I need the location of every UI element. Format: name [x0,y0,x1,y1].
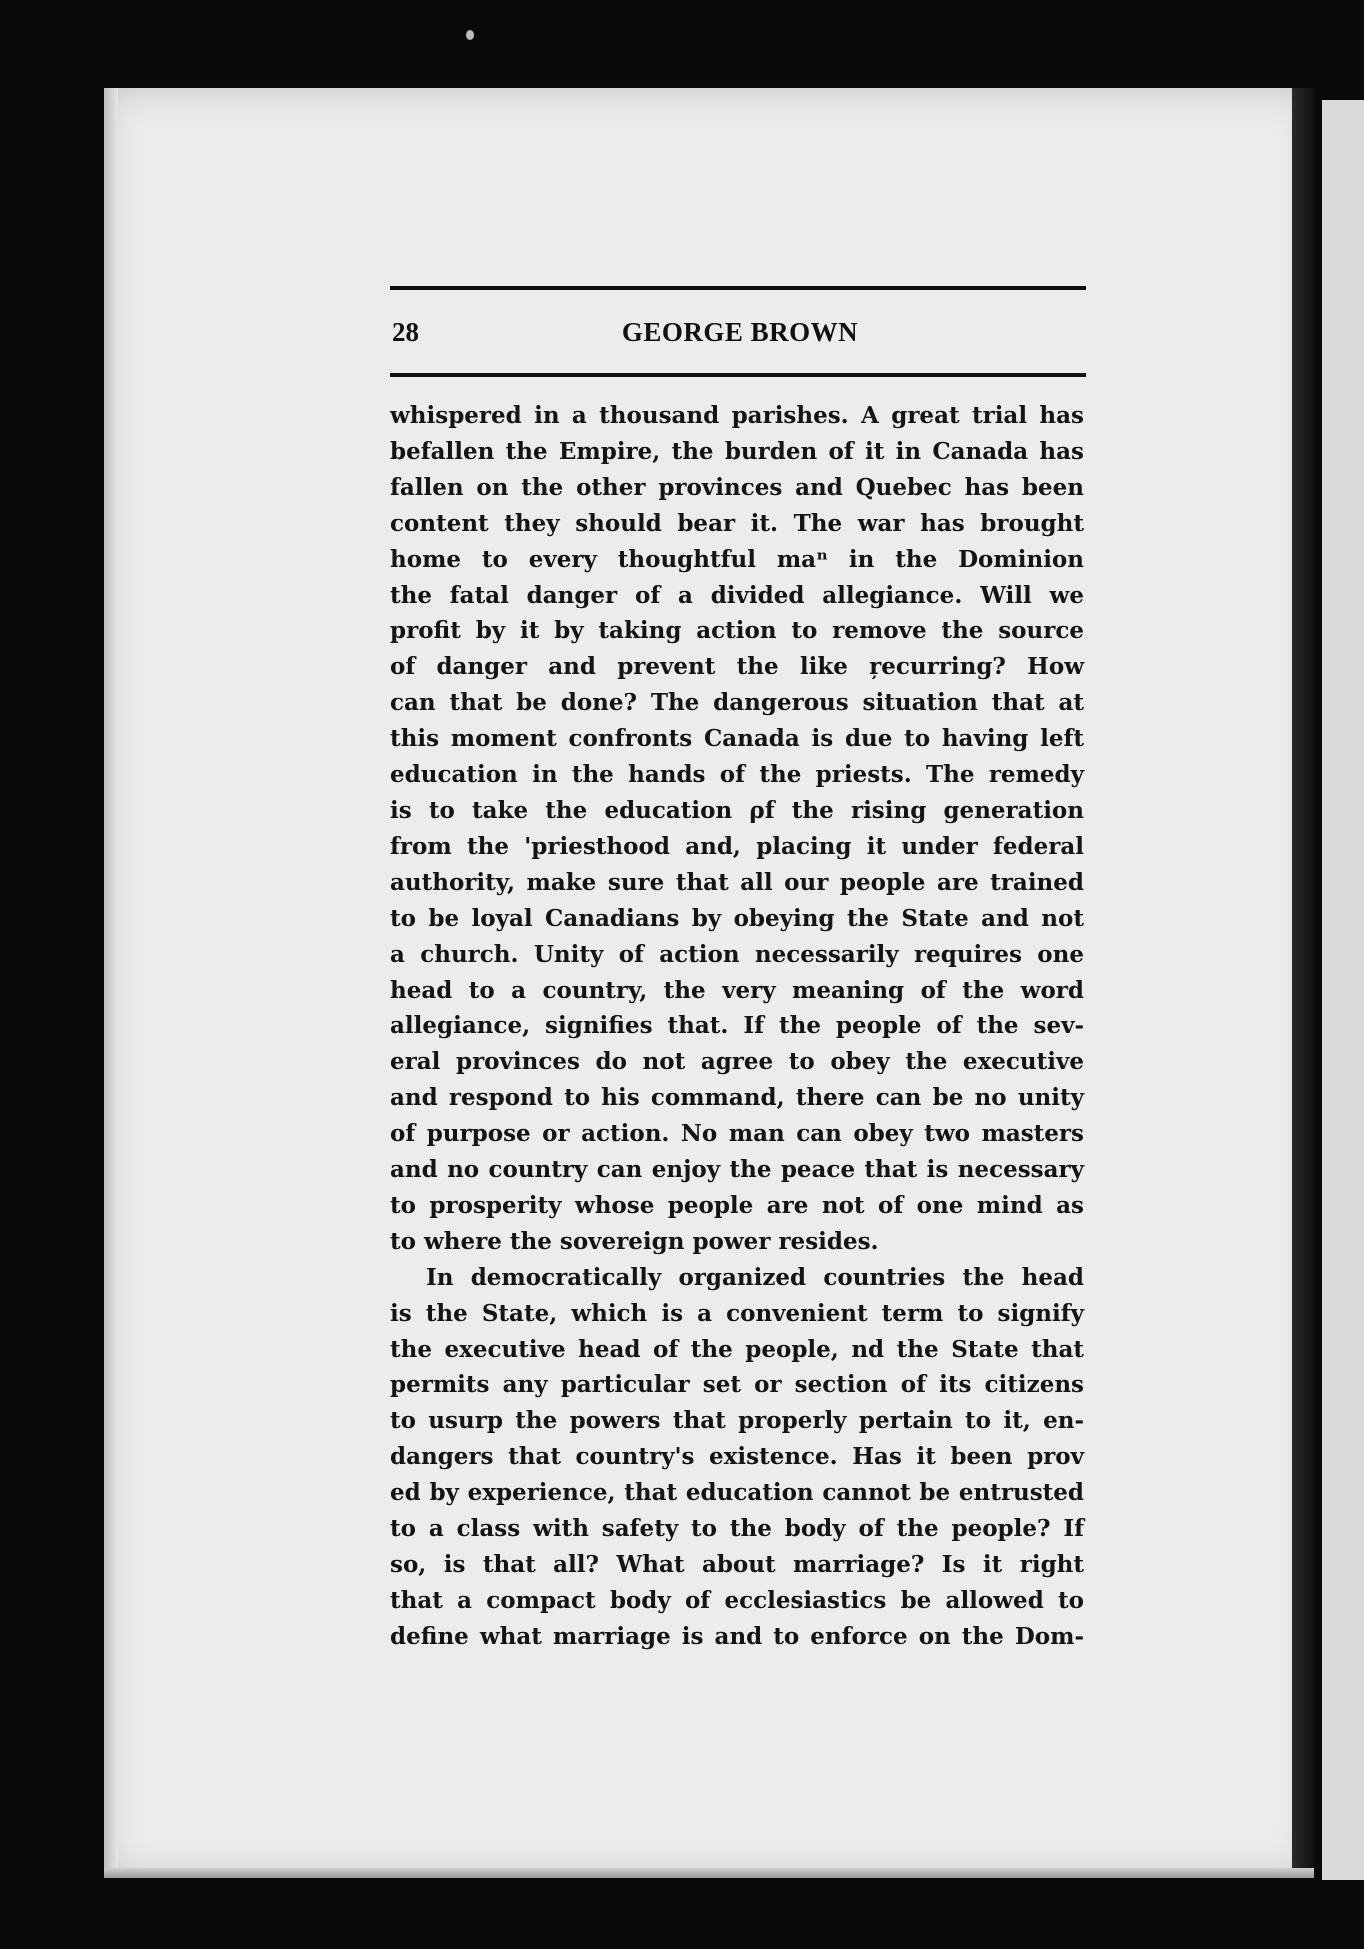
text-line: is the State, which is a convenient term to signify [390,1299,1084,1327]
header-rule-bottom [390,373,1086,377]
text-line: whispered in a thousand parishes. A great trial has [390,402,1084,429]
text-line: is to take the education ρf the rising generation [390,796,1084,824]
text-line: to where the sovereign power resides. [390,1227,879,1255]
text-line: befallen the Empire, the burden of it in Canada has [390,437,1084,465]
text-line: dangers that country's existence. Has it been prov [390,1443,1084,1471]
page-left-edge [104,88,118,1878]
facing-page-edge [1322,100,1364,1880]
header-rule-top [390,286,1086,290]
text-line: and respond to his command, there can be no unity [390,1084,1084,1112]
scan-speck [466,30,474,40]
running-title: GEORGE BROWN [621,317,859,347]
text-line: authority, make sure that all our people are trained [390,868,1084,896]
text-line: and no country can enjoy the peace that is necessary [390,1156,1084,1184]
text-line: content they should bear it. The war has brought [390,509,1084,537]
text-line: fallen on the other provinces and Quebec has been [390,473,1084,501]
text-line: eral provinces do not agree to obey the executive [390,1048,1084,1076]
text-line: a church. Unity of action necessarily requires one [390,940,1084,968]
text-line: the executive head of the people, nd the State that [390,1335,1084,1363]
text-line: of purpose or action. No man can obey two masters [390,1120,1084,1148]
text-line: allegiance, signifies that. If the people of the sev- [390,1012,1084,1040]
text-line: to be loyal Canadians by obeying the State and not [390,904,1084,932]
text-line: define what marriage is and to enforce on the Dom- [390,1622,1084,1650]
text-line: permits any particular set or section of its citizens [390,1371,1084,1399]
text-line: ed by experience, that education cannot be entrusted [390,1479,1084,1507]
text-line: of danger and prevent the like ŗecurring? How [390,653,1084,681]
page-gutter [1292,88,1314,1878]
text-line: to prosperity whose people are not of one mind as [390,1191,1084,1219]
text-line: home to every thoughtful maⁿ in the Dominion [390,545,1084,573]
text-line: so, is that all? What about marriage? Is it right [390,1551,1084,1578]
text-line: from the 'priesthood and, placing it under federal [390,832,1084,860]
body-text [390,398,1084,1655]
text-line: to usurp the powers that properly pertain to it, en- [390,1407,1084,1435]
page-number: 28 [392,317,419,347]
text-line: head to a country, the very meaning of the word [390,976,1084,1004]
text-line: In democratically organized countries the head [426,1263,1084,1291]
text-line: the fatal danger of a divided allegiance. Will we [390,581,1084,609]
text-line: that a compact body of ecclesiastics be allowed to [390,1586,1084,1614]
page-bottom-edge [104,1868,1314,1878]
text-line: can that be done? The dangerous situation that at [390,689,1084,717]
text-line: education in the hands of the priests. The remedy [390,761,1084,789]
text-line: this moment confronts Canada is due to having left [390,725,1084,753]
text-line: profit by it by taking action to remove the source [390,617,1084,645]
text-line: to a class with safety to the body of the people? If [390,1515,1084,1543]
paragraph-2 [390,1260,1084,1655]
paragraph-1 [390,398,1084,1260]
